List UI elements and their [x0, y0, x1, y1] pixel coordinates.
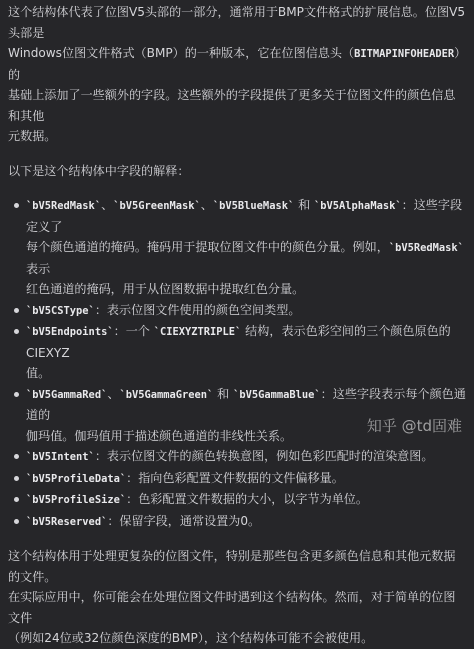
code-gamma-blue: `bV5GammaBlue` — [233, 388, 321, 401]
code-profilesize: `bV5ProfileSize` — [26, 494, 127, 506]
code-ciexyztriple: `CIEXYZTRIPLE` — [153, 326, 242, 338]
code-reserved: `bV5Reserved` — [26, 515, 108, 528]
code-profiledata: `bV5ProfileData` — [26, 472, 127, 485]
masks-text-1: ：这些字段定义了 — [26, 198, 463, 234]
intro-line-2b: ）的 — [8, 46, 461, 82]
zhihu-watermark: 知乎 @td固难 — [366, 416, 462, 435]
profiledata-text: ：指向色彩配置文件数据的文件偏移量。 — [126, 470, 344, 485]
profilesize-text: ：色彩配置文件数据的大小，以字节为单位。 — [126, 492, 368, 506]
masks-text-3: 红色通道的掩码，用于从位图数据中提取红色分量。 — [26, 282, 305, 296]
intro-line-3: 基础上添加了一些额外的字段。这些额外的字段提供了更多关于位图文件的颜色信息和其他 — [8, 88, 456, 123]
code-blue-mask: `bV5BlueMask` — [212, 200, 295, 212]
intro-paragraph — [8, 2, 466, 147]
outro-line-2: 在实际应用中，你可能会在处理位图文件时遇到这个结构体。然而，对于简单的位图文件 — [8, 590, 456, 625]
separator: 和 — [213, 386, 234, 401]
code-green-mask: `bV5GreenMask` — [113, 200, 201, 212]
reserved-text: ：保留字段，通常设置为0。 — [107, 513, 261, 528]
field-list — [8, 195, 466, 532]
outro-paragraph — [8, 546, 466, 649]
intro-line-1: 这个结构体代表了位图V5头部的一部分，通常用于BMP文件格式的扩展信息。位图V5头部是 — [8, 5, 466, 40]
list-item-masks — [8, 195, 466, 300]
list-item-intent — [8, 446, 466, 468]
list-item-profiledata — [8, 468, 466, 490]
code-cstype: `bV5CSType` — [26, 304, 95, 317]
list-item-reserved — [8, 511, 466, 533]
list-item-cstype — [8, 300, 466, 322]
fields-heading: 以下是这个结构体中字段的解释： — [8, 163, 190, 178]
code-alpha-mask: `bV5AlphaMask` — [314, 200, 402, 212]
intent-text: ：表示位图文件的颜色转换意图，例如色彩匹配时的渲染意图。 — [94, 449, 434, 463]
separator: 、 — [107, 386, 120, 401]
masks-text-2b: 表示 — [26, 261, 51, 276]
endpoints-text-1b: 结构，表示色彩空间的三个颜色原色的CIEXYZ — [26, 324, 451, 360]
intro-line-2a: Windows位图文件格式（BMP）的一种版本，它在位图信息头（ — [8, 46, 355, 60]
separator: 和 — [294, 198, 315, 212]
list-item-profilesize — [8, 489, 466, 511]
code-red-mask-example: `bV5RedMask` — [388, 242, 464, 254]
code-gamma-green: `bV5GammaGreen` — [119, 388, 214, 401]
code-intent: `bV5Intent` — [26, 451, 95, 463]
answer-text-block — [8, 2, 466, 649]
gamma-text-2: 伽玛值。伽玛值用于描述颜色通道的非线性关系。 — [26, 428, 293, 443]
endpoints-text-2: 值。 — [26, 366, 51, 380]
separator: 、 — [101, 198, 114, 212]
masks-text-2a: 每个颜色通道的掩码。掩码用于提取位图文件中的颜色分量。例如， — [26, 240, 389, 254]
list-item-endpoints — [8, 321, 466, 384]
code-red-mask: `bV5RedMask` — [26, 200, 102, 212]
cstype-text: ：表示位图文件使用的颜色空间类型。 — [94, 302, 301, 317]
intro-code-bitmapinfoheader: BITMAPINFOHEADER — [354, 48, 455, 60]
intro-line-4: 元数据。 — [8, 129, 57, 143]
outro-line-3: （例如24位或32位颜色深度的BMP），这个结构体可能不会被使用。 — [8, 631, 374, 645]
endpoints-text-1a: ：一个 — [113, 324, 154, 338]
code-endpoints: `bV5Endpoints` — [26, 326, 114, 338]
code-gamma-red: `bV5GammaRed` — [26, 388, 108, 401]
outro-line-1: 这个结构体用于处理更复杂的位图文件，特别是那些包含更多颜色信息和其他元数据的文件。 — [8, 549, 456, 584]
separator: 、 — [200, 198, 213, 212]
gamma-text-1: ：这些字段表示每个颜色通道的 — [26, 386, 466, 422]
